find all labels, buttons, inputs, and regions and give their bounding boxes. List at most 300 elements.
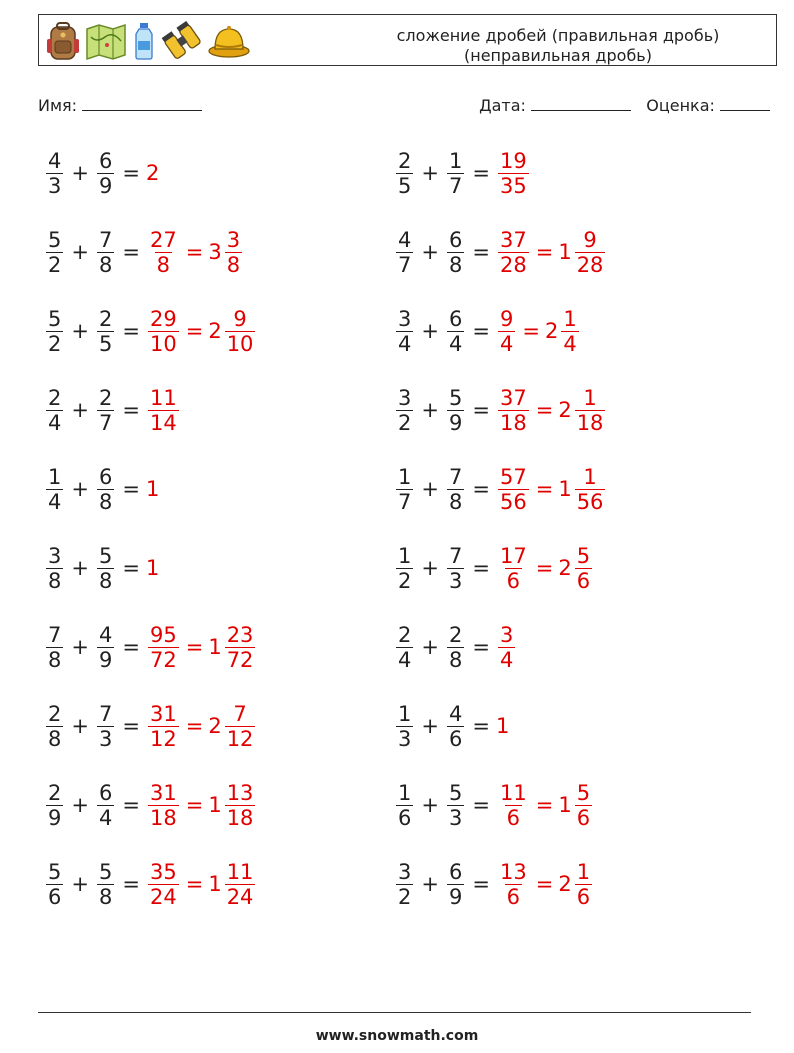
answer: [146, 702, 257, 751]
equals-sign: =: [185, 635, 204, 659]
numerator: 1: [398, 543, 412, 568]
numerator: 3: [499, 622, 514, 647]
numerator: 1: [576, 859, 591, 884]
addend-fraction: [396, 149, 413, 198]
denominator: 6: [576, 805, 591, 830]
addend-fraction: [46, 386, 63, 435]
addend-fraction: [447, 307, 464, 356]
plus-sign: +: [421, 161, 439, 185]
mixed-fraction-part: [225, 781, 256, 830]
denominator: 24: [149, 884, 177, 909]
answer-improper-fraction: [498, 623, 515, 672]
numerator: 4: [448, 701, 463, 726]
denominator: 10: [226, 331, 254, 356]
denominator: 72: [226, 647, 254, 672]
answer-improper-fraction: [498, 228, 529, 277]
denominator: 8: [48, 726, 62, 751]
denominator: 6: [48, 884, 62, 909]
numerator: 6: [98, 780, 113, 805]
answer-whole: 1: [145, 556, 160, 580]
equals-sign: =: [472, 398, 490, 422]
answer-improper-fraction: [498, 307, 515, 356]
numerator: 2: [48, 701, 62, 726]
numerator: 5: [98, 859, 113, 884]
answer: [496, 386, 607, 435]
numerator: 5: [48, 859, 62, 884]
equals-sign: =: [122, 556, 140, 580]
denominator: 4: [398, 331, 412, 356]
equals-sign: =: [522, 319, 540, 343]
plus-sign: +: [421, 556, 439, 580]
denominator: 24: [226, 884, 254, 909]
answer-whole: 1: [145, 477, 160, 501]
denominator: 3: [48, 173, 62, 198]
addend-fraction: [97, 228, 114, 277]
equals-sign: =: [535, 477, 554, 501]
addend-fraction: [396, 465, 413, 514]
answer-improper-fraction: [498, 386, 529, 435]
denominator: 7: [398, 489, 412, 514]
plus-sign: +: [421, 240, 439, 264]
plus-sign: +: [71, 398, 89, 422]
equals-sign: =: [122, 714, 140, 738]
mixed-whole-part: 2: [558, 398, 572, 422]
numerator: 6: [98, 148, 113, 173]
answer: [146, 228, 244, 277]
plus-sign: +: [71, 556, 89, 580]
addend-fraction: [46, 307, 63, 356]
addend-fraction: [97, 702, 114, 751]
mixed-fraction-part: [225, 623, 256, 672]
answer: [146, 307, 257, 356]
equals-sign: =: [535, 240, 554, 264]
equals-sign: =: [472, 793, 490, 817]
numerator: 3: [226, 227, 241, 252]
denominator: 8: [98, 489, 113, 514]
numerator: 2: [48, 780, 62, 805]
mixed-whole-part: 2: [558, 872, 572, 896]
numerator: 11: [499, 780, 527, 805]
equals-sign: =: [472, 240, 490, 264]
water-bottle-icon: [131, 21, 157, 61]
plus-sign: +: [421, 398, 439, 422]
problem-item: [394, 853, 594, 915]
numerator: 1: [398, 780, 412, 805]
numerator: 11: [149, 385, 177, 410]
numerator: 3: [398, 306, 412, 331]
footer-url: www.snowmath.com: [315, 1028, 479, 1044]
answer: [496, 465, 607, 514]
denominator: 6: [576, 568, 591, 593]
numerator: 31: [149, 780, 177, 805]
problem-item: [44, 221, 244, 283]
equals-sign: =: [122, 793, 140, 817]
equals-sign: =: [185, 240, 204, 264]
problem-item: [44, 458, 159, 520]
mixed-whole-part: 1: [558, 477, 572, 501]
numerator: 4: [398, 227, 412, 252]
numerator: 5: [448, 780, 463, 805]
answer: [496, 714, 509, 738]
numerator: 13: [499, 859, 527, 884]
equals-sign: =: [535, 793, 554, 817]
denominator: 4: [398, 647, 412, 672]
binoculars-icon: [161, 21, 203, 61]
answer-whole: 2: [145, 161, 160, 185]
addend-fraction: [97, 860, 114, 909]
mixed-fraction-part: [575, 465, 606, 514]
equals-sign: =: [185, 872, 204, 896]
addend-fraction: [396, 781, 413, 830]
denominator: 6: [506, 568, 521, 593]
plus-sign: +: [421, 872, 439, 896]
denominator: 6: [576, 884, 591, 909]
numerator: 27: [149, 227, 177, 252]
numerator: 5: [98, 543, 113, 568]
date-blank[interactable]: [531, 94, 631, 111]
addend-fraction: [46, 465, 63, 514]
mixed-fraction-part: [225, 228, 242, 277]
addend-fraction: [447, 544, 464, 593]
numerator: 2: [398, 148, 412, 173]
denominator: 8: [48, 647, 62, 672]
problem-item: [44, 853, 257, 915]
denominator: 18: [576, 410, 604, 435]
numerator: 1: [398, 464, 412, 489]
numerator: 11: [226, 859, 254, 884]
header-icons: [45, 21, 251, 61]
grade-label: Оценка:: [646, 96, 715, 115]
denominator: 6: [398, 805, 412, 830]
denominator: 56: [576, 489, 604, 514]
answer-improper-fraction: [148, 781, 179, 830]
answer: [146, 161, 159, 185]
denominator: 4: [448, 331, 463, 356]
numerator: 9: [499, 306, 514, 331]
addend-fraction: [447, 465, 464, 514]
plus-sign: +: [421, 714, 439, 738]
numerator: 1: [48, 464, 62, 489]
denominator: 2: [48, 331, 62, 356]
numerator: 95: [149, 622, 177, 647]
denominator: 10: [149, 331, 177, 356]
denominator: 7: [448, 173, 463, 198]
denominator: 8: [448, 647, 463, 672]
denominator: 9: [448, 410, 463, 435]
equals-sign: =: [122, 240, 140, 264]
mixed-fraction-part: [225, 860, 256, 909]
denominator: 9: [98, 173, 113, 198]
addend-fraction: [97, 623, 114, 672]
worksheet-header: [38, 14, 777, 66]
denominator: 7: [398, 252, 412, 277]
denominator: 4: [98, 805, 113, 830]
numerator: 1: [448, 148, 463, 173]
denominator: 8: [48, 568, 62, 593]
numerator: 35: [149, 859, 177, 884]
denominator: 18: [149, 805, 177, 830]
answer-improper-fraction: [148, 623, 179, 672]
plus-sign: +: [421, 793, 439, 817]
numerator: 2: [448, 622, 463, 647]
mixed-fraction-part: [575, 781, 592, 830]
problem-item: [394, 774, 594, 836]
numerator: 7: [98, 701, 113, 726]
mixed-whole-part: 2: [558, 556, 572, 580]
denominator: 8: [98, 568, 113, 593]
numerator: 3: [48, 543, 62, 568]
numerator: 2: [398, 622, 412, 647]
problem-item: [394, 300, 581, 362]
numerator: 6: [448, 227, 463, 252]
denominator: 4: [48, 489, 62, 514]
equals-sign: =: [535, 556, 554, 580]
plus-sign: +: [71, 635, 89, 659]
plus-sign: +: [71, 872, 89, 896]
answer: [146, 556, 159, 580]
numerator: 2: [48, 385, 62, 410]
answer: [496, 149, 531, 198]
denominator: 3: [448, 568, 463, 593]
plus-sign: +: [71, 714, 89, 738]
denominator: 28: [499, 252, 527, 277]
problem-item: [394, 537, 594, 599]
equals-sign: =: [122, 872, 140, 896]
answer-whole: 1: [495, 714, 510, 738]
denominator: 2: [398, 568, 412, 593]
numerator: 5: [576, 543, 591, 568]
addend-fraction: [447, 860, 464, 909]
denominator: 4: [48, 410, 62, 435]
denominator: 4: [499, 647, 514, 672]
numerator: 57: [499, 464, 527, 489]
name-field: [38, 94, 202, 115]
name-label: Имя:: [38, 96, 78, 115]
addend-fraction: [396, 544, 413, 593]
addend-fraction: [447, 386, 464, 435]
numerator: 1: [398, 701, 412, 726]
numerator: 5: [448, 385, 463, 410]
numerator: 1: [583, 385, 597, 410]
equals-sign: =: [472, 319, 490, 343]
equals-sign: =: [185, 714, 204, 738]
addend-fraction: [97, 465, 114, 514]
addend-fraction: [97, 781, 114, 830]
addend-fraction: [97, 149, 114, 198]
numerator: 7: [448, 543, 463, 568]
addend-fraction: [447, 228, 464, 277]
denominator: 9: [48, 805, 62, 830]
numerator: 4: [98, 622, 113, 647]
plus-sign: +: [71, 477, 89, 501]
denominator: 2: [398, 884, 412, 909]
numerator: 17: [499, 543, 527, 568]
denominator: 9: [98, 647, 113, 672]
addend-fraction: [46, 781, 63, 830]
equals-sign: =: [472, 161, 490, 185]
equals-sign: =: [535, 398, 554, 422]
problem-item: [394, 142, 531, 204]
date-label: Дата:: [479, 96, 526, 115]
answer-improper-fraction: [148, 228, 179, 277]
numerator: 29: [149, 306, 177, 331]
mixed-whole-part: 1: [208, 635, 222, 659]
problem-item: [44, 379, 181, 441]
addend-fraction: [396, 307, 413, 356]
answer: [496, 860, 594, 909]
answer-improper-fraction: [148, 386, 179, 435]
answer-improper-fraction: [498, 860, 529, 909]
denominator: 3: [98, 726, 113, 751]
addend-fraction: [97, 544, 114, 593]
denominator: 5: [98, 331, 113, 356]
numerator: 9: [233, 306, 247, 331]
mixed-fraction-part: [575, 386, 606, 435]
equals-sign: =: [122, 477, 140, 501]
answer: [496, 307, 581, 356]
numerator: 7: [98, 227, 113, 252]
denominator: 2: [398, 410, 412, 435]
problem-item: [44, 537, 159, 599]
denominator: 28: [576, 252, 604, 277]
addend-fraction: [447, 702, 464, 751]
answer-improper-fraction: [148, 307, 179, 356]
mixed-whole-part: 2: [208, 319, 222, 343]
denominator: 9: [448, 884, 463, 909]
equals-sign: =: [472, 556, 490, 580]
addend-fraction: [46, 623, 63, 672]
mixed-whole-part: 3: [208, 240, 222, 264]
numerator: 5: [48, 306, 62, 331]
footer-divider: [38, 1012, 751, 1013]
equals-sign: =: [122, 635, 140, 659]
denominator: 18: [226, 805, 254, 830]
numerator: 1: [583, 464, 597, 489]
equals-sign: =: [122, 398, 140, 422]
equals-sign: =: [535, 872, 554, 896]
equals-sign: =: [472, 477, 490, 501]
numerator: 37: [499, 385, 527, 410]
denominator: 8: [156, 252, 171, 277]
denominator: 3: [448, 805, 463, 830]
addend-fraction: [447, 781, 464, 830]
mixed-whole-part: 1: [208, 872, 222, 896]
answer: [496, 544, 594, 593]
denominator: 18: [499, 410, 527, 435]
problem-item: [44, 616, 257, 678]
numerator: 37: [499, 227, 527, 252]
denominator: 6: [506, 884, 521, 909]
equals-sign: =: [185, 793, 204, 817]
mixed-whole-part: 2: [544, 319, 559, 343]
denominator: 5: [398, 173, 412, 198]
plus-sign: +: [71, 240, 89, 264]
name-blank[interactable]: [82, 94, 202, 111]
addend-fraction: [396, 228, 413, 277]
addend-fraction: [97, 307, 114, 356]
numerator: 3: [398, 859, 412, 884]
denominator: 6: [506, 805, 521, 830]
equals-sign: =: [122, 319, 140, 343]
answer: [146, 477, 159, 501]
denominator: 4: [563, 331, 577, 356]
denominator: 7: [98, 410, 113, 435]
denominator: 8: [448, 489, 463, 514]
answer: [496, 781, 594, 830]
problem-item: [394, 616, 517, 678]
problem-item: [394, 221, 607, 283]
denominator: 2: [48, 252, 62, 277]
answer-improper-fraction: [148, 702, 179, 751]
answer: [146, 781, 257, 830]
addend-fraction: [97, 386, 114, 435]
plus-sign: +: [421, 635, 439, 659]
date-grade-fields: [479, 94, 770, 115]
numerator: 6: [98, 464, 113, 489]
plus-sign: +: [421, 319, 439, 343]
equals-sign: =: [472, 714, 490, 738]
mixed-fraction-part: [575, 228, 606, 277]
plus-sign: +: [71, 793, 89, 817]
problem-item: [394, 379, 607, 441]
numerator: 2: [98, 385, 113, 410]
problem-item: [44, 142, 159, 204]
backpack-icon: [45, 21, 81, 61]
problem-item: [394, 458, 607, 520]
problem-item: [44, 774, 257, 836]
equals-sign: =: [472, 635, 490, 659]
denominator: 6: [448, 726, 463, 751]
numerator: 6: [448, 306, 463, 331]
numerator: 9: [583, 227, 597, 252]
numerator: 13: [226, 780, 254, 805]
denominator: 35: [499, 173, 527, 198]
answer-improper-fraction: [498, 781, 529, 830]
numerator: 5: [48, 227, 62, 252]
mixed-fraction-part: [575, 860, 592, 909]
grade-blank[interactable]: [720, 94, 770, 111]
map-icon: [85, 21, 127, 61]
denominator: 8: [226, 252, 241, 277]
problem-item: [44, 695, 257, 757]
problem-item: [44, 300, 257, 362]
mixed-fraction-part: [575, 544, 592, 593]
equals-sign: =: [472, 872, 490, 896]
addend-fraction: [396, 702, 413, 751]
mixed-whole-part: 1: [558, 240, 572, 264]
addend-fraction: [46, 228, 63, 277]
numerator: 6: [448, 859, 463, 884]
plus-sign: +: [71, 161, 89, 185]
mixed-whole-part: 2: [208, 714, 222, 738]
answer: [496, 623, 517, 672]
addend-fraction: [46, 860, 63, 909]
denominator: 4: [499, 331, 514, 356]
numerator: 23: [226, 622, 254, 647]
denominator: 14: [149, 410, 177, 435]
answer: [146, 623, 257, 672]
denominator: 8: [98, 252, 113, 277]
numerator: 5: [576, 780, 591, 805]
numerator: 31: [149, 701, 177, 726]
numerator: 7: [233, 701, 247, 726]
answer-improper-fraction: [148, 860, 179, 909]
answer: [146, 386, 181, 435]
addend-fraction: [46, 544, 63, 593]
answer-improper-fraction: [498, 465, 529, 514]
plus-sign: +: [421, 477, 439, 501]
addend-fraction: [396, 860, 413, 909]
